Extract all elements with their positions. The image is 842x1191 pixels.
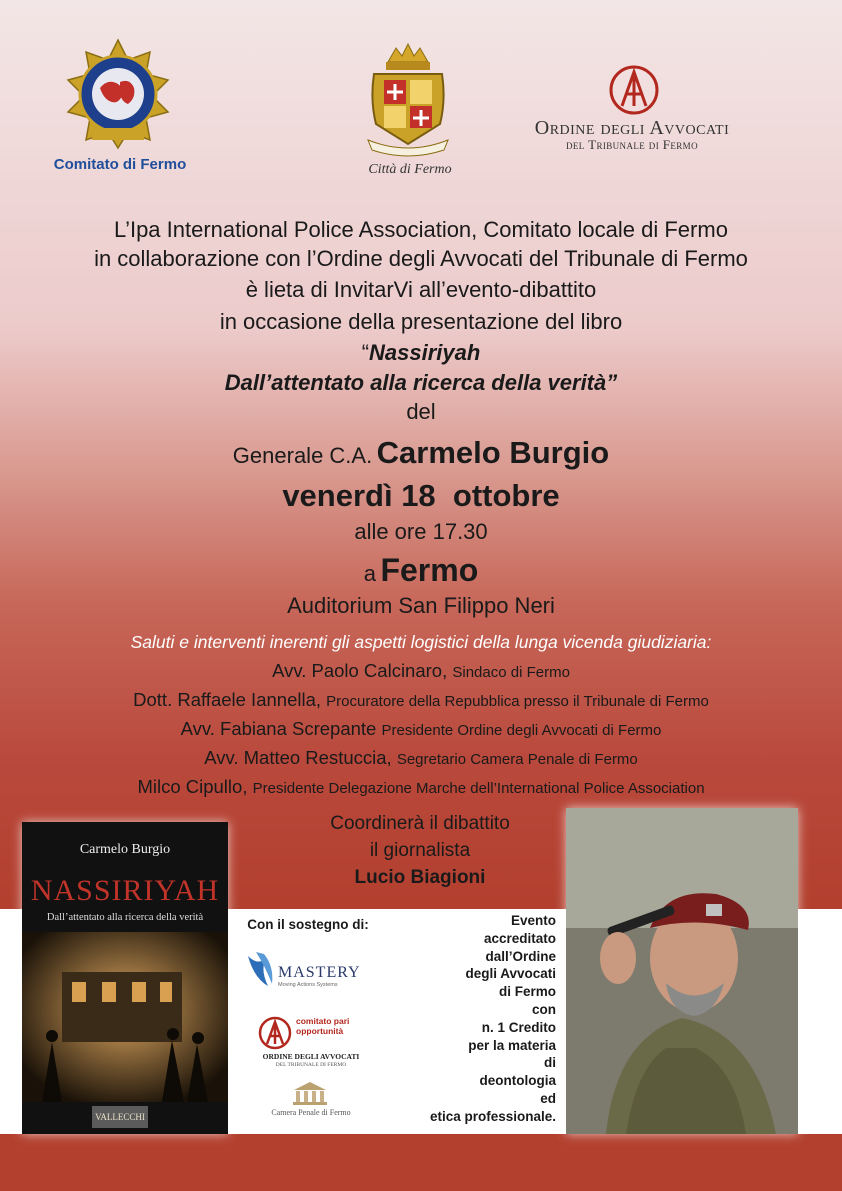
mastery-name: MASTERY [278, 964, 361, 981]
ipa-caption: Comitato di Fermo [53, 156, 187, 173]
guest-role: Segretario Camera Penale di Fermo [396, 751, 638, 768]
book-cover-publisher: VALLECCHI [92, 1106, 148, 1128]
accreditation-line: ed [540, 1090, 556, 1106]
accreditation-line: dall’Ordine [485, 948, 556, 964]
invite-line-1: L’Ipa International Police Association, Comitato locale di Fermo [114, 217, 728, 242]
guest-name: Avv. Fabiana Screpante [180, 718, 377, 739]
guest-role: Procuratore della Repubblica presso il Tribunale di Fermo [326, 693, 709, 710]
accreditation-line: Evento [510, 913, 556, 928]
camera-penale-name: Camera Penale di Fermo [271, 1108, 351, 1117]
event-date: venerdì 18 ottobre [282, 478, 560, 513]
invite-line-2: in collaborazione con l’Ordine degli Avvocati del Tribunale di Fermo [94, 246, 748, 271]
mastery-tagline: Moving Actions Systems [278, 982, 338, 988]
accreditation-block [400, 912, 556, 1126]
book-title: Nassiriyah [369, 340, 481, 365]
invite-line-4: in occasione della presentazione del libro [219, 309, 623, 334]
guest-row [0, 657, 842, 686]
accreditation-line: deontologia [479, 1073, 556, 1089]
ipa-emblem-icon [62, 38, 174, 150]
avvocati-monogram-icon [608, 64, 660, 116]
avvocati-title: Ordine degli Avvocati [534, 117, 730, 139]
support-title: Con il sostegno di: [247, 917, 369, 932]
accreditation-line: di Fermo [498, 984, 556, 1000]
event-venue: Auditorium San Filippo Neri [287, 593, 555, 618]
guest-name: Avv. Paolo Calcinaro, [272, 660, 448, 681]
author-photo [566, 808, 798, 1134]
guest-row [0, 744, 842, 773]
guest-row [0, 773, 842, 802]
guest-name: Avv. Matteo Restuccia, [204, 747, 392, 768]
accreditation-line: di [544, 1055, 556, 1071]
moderator-line-1: Coordinerà il dibattito [330, 813, 510, 834]
book-cover-subtitle: Dall’attentato alla ricerca della verità [46, 912, 204, 923]
quote-open: “ [361, 340, 370, 365]
guest-role: Presidente Delegazione Marche dell’International Police Association [252, 780, 705, 797]
book-cover-title: NASSIRIYAH [30, 874, 220, 907]
book-cover-illustration [22, 932, 228, 1102]
city-caption: Città di Fermo [368, 162, 452, 177]
event-city: Fermo [380, 552, 479, 588]
author-name: Carmelo Burgio [376, 435, 610, 470]
city-coat-of-arms-icon [360, 40, 456, 160]
accreditation-line: n. 1 Credito [481, 1019, 556, 1035]
mastery-logo-icon [244, 948, 364, 998]
author-rank: Generale C.A. [232, 443, 373, 468]
camera-penale-logo-icon [256, 1080, 366, 1126]
event-city-line [0, 550, 842, 597]
guest-intro: Saluti e interventi inerenti gli aspetti logistici della lunga vicenda giudiziaria: [130, 632, 712, 652]
book-cover [22, 822, 228, 1134]
book-subtitle: Dall’attentato alla ricerca della verità” [224, 370, 618, 395]
invite-line-3: è lieta di InvitarVi all’evento-dibattito [245, 277, 597, 302]
guest-name: Milco Cipullo, [137, 776, 248, 797]
book-title-line [0, 338, 842, 367]
cpo-org-sub: DEL TRIBUNALE DI FERMO [275, 1062, 347, 1068]
event-time: alle ore 17.30 [354, 519, 488, 544]
accreditation-line: accreditato [483, 930, 556, 946]
guest-row [0, 715, 842, 744]
event-a: a [363, 561, 376, 586]
accreditation-line: per la materia [468, 1037, 556, 1053]
cpo-org: ORDINE DEGLI AVVOCATI [262, 1052, 360, 1061]
moderator-line-2: il giornalista [369, 840, 471, 861]
guest-name: Dott. Raffaele Iannella, [133, 689, 322, 710]
author-line [0, 434, 842, 478]
cpo-text: comitato pari opportunità [296, 1016, 350, 1036]
avvocati-subtitle: del Tribunale di Fermo [566, 137, 698, 152]
guest-row [0, 686, 842, 715]
moderator-name: Lucio Biagioni [354, 867, 486, 888]
accreditation-line: con [531, 1001, 556, 1017]
accreditation-line: etica professionale. [429, 1108, 556, 1124]
book-cover-author: Carmelo Burgio [79, 842, 171, 857]
guest-role: Presidente Ordine degli Avvocati di Fermo [381, 722, 662, 739]
del-word: del [406, 399, 436, 424]
cpo-logo-icon [256, 1014, 366, 1072]
guest-list [0, 632, 842, 802]
guest-role: Sindaco di Fermo [452, 664, 570, 681]
moderator-block [280, 810, 560, 891]
accreditation-line: degli Avvocati [465, 966, 556, 982]
